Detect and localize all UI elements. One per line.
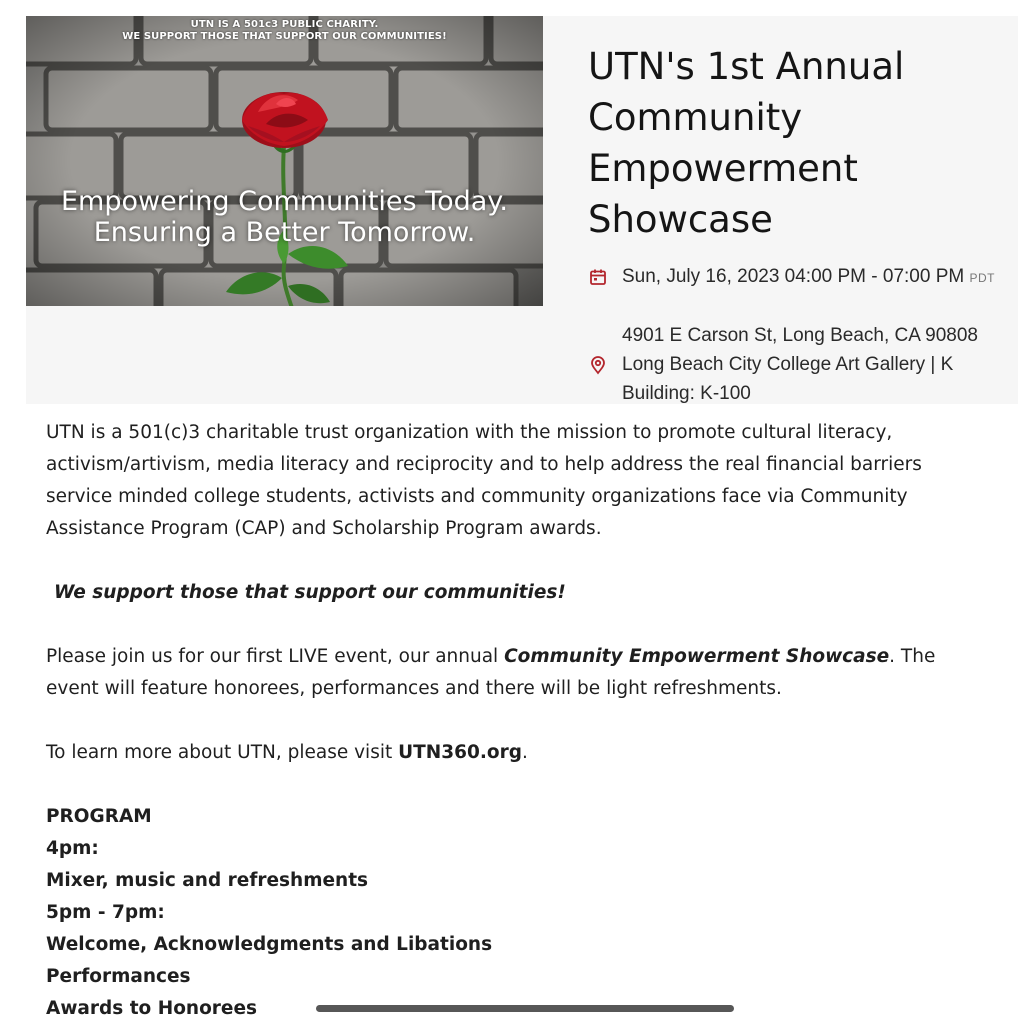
event-location-text: [622, 321, 1002, 408]
banner-slogan: [26, 186, 543, 248]
description-learn-more: [46, 737, 986, 769]
program-line: Performances: [46, 966, 191, 987]
invite-emphasis: Community Empowerment Showcase: [504, 646, 890, 667]
event-title: [588, 41, 1008, 245]
invite-text: Please join us for our first LIVE event, our annual: [46, 646, 505, 667]
event-title-line: Community: [588, 96, 803, 139]
description-invite: [46, 641, 986, 705]
description-tagline: We support those that support our communities!: [54, 582, 566, 603]
event-location-row[interactable]: [588, 321, 1002, 408]
learn-more-period: .: [521, 742, 528, 763]
program-line: 4pm:: [46, 838, 99, 859]
event-title-line: UTN's 1st Annual: [588, 45, 905, 88]
utn360-link[interactable]: UTN360.org: [398, 742, 522, 763]
event-header: [26, 16, 1018, 404]
program-line: Mixer, music and refreshments: [46, 870, 369, 891]
event-date-text: [622, 262, 1002, 293]
brick-wall-rose-illustration: [26, 16, 543, 306]
banner-tagline: [26, 19, 543, 43]
map-pin-icon: [588, 355, 608, 375]
event-title-line: Empowerment: [588, 147, 858, 190]
calendar-icon: [588, 267, 608, 287]
event-banner-image: [26, 16, 543, 306]
banner-slogan-line-1: Empowering Communities Today.: [60, 186, 509, 217]
banner-tagline-line-1: UTN IS A 501c3 PUBLIC CHARITY.: [190, 19, 379, 30]
event-venue: Long Beach City College Art Gallery | K Building: K-100: [622, 354, 954, 404]
program-section: [46, 801, 986, 1023]
banner-slogan-line-2: Ensuring a Better Tomorrow.: [93, 217, 476, 248]
program-heading: PROGRAM: [46, 806, 152, 827]
event-address: 4901 E Carson St, Long Beach, CA 90808: [622, 325, 978, 346]
event-date: Sun, July 16, 2023 04:00 PM - 07:00 PM: [622, 266, 965, 287]
home-indicator-bar[interactable]: [316, 1005, 734, 1012]
event-timezone: PDT: [969, 271, 995, 285]
program-line: Welcome, Acknowledgments and Libations: [46, 934, 493, 955]
invite-text-continued: . The event will feature honorees, performances and there will be light refreshments.: [46, 646, 936, 699]
program-line: Awards to Honorees: [46, 998, 258, 1019]
description-intro: UTN is a 501(c)3 charitable trust organization with the mission to promote cultural literacy, activism/artivism, media literacy and reciprocity and to help address the real financial barriers service minded college students, activists and community organizations face via Community Assistance Program (CAP) and Scholarship Program awards.: [46, 422, 922, 539]
event-date-row[interactable]: [588, 262, 1002, 293]
event-title-line: Showcase: [588, 198, 773, 241]
program-line: 5pm - 7pm:: [46, 902, 165, 923]
banner-tagline-line-2: WE SUPPORT THOSE THAT SUPPORT OUR COMMUNITIES!: [122, 31, 447, 42]
event-description: [46, 417, 986, 1023]
learn-more-text: To learn more about UTN, please visit: [46, 742, 399, 763]
